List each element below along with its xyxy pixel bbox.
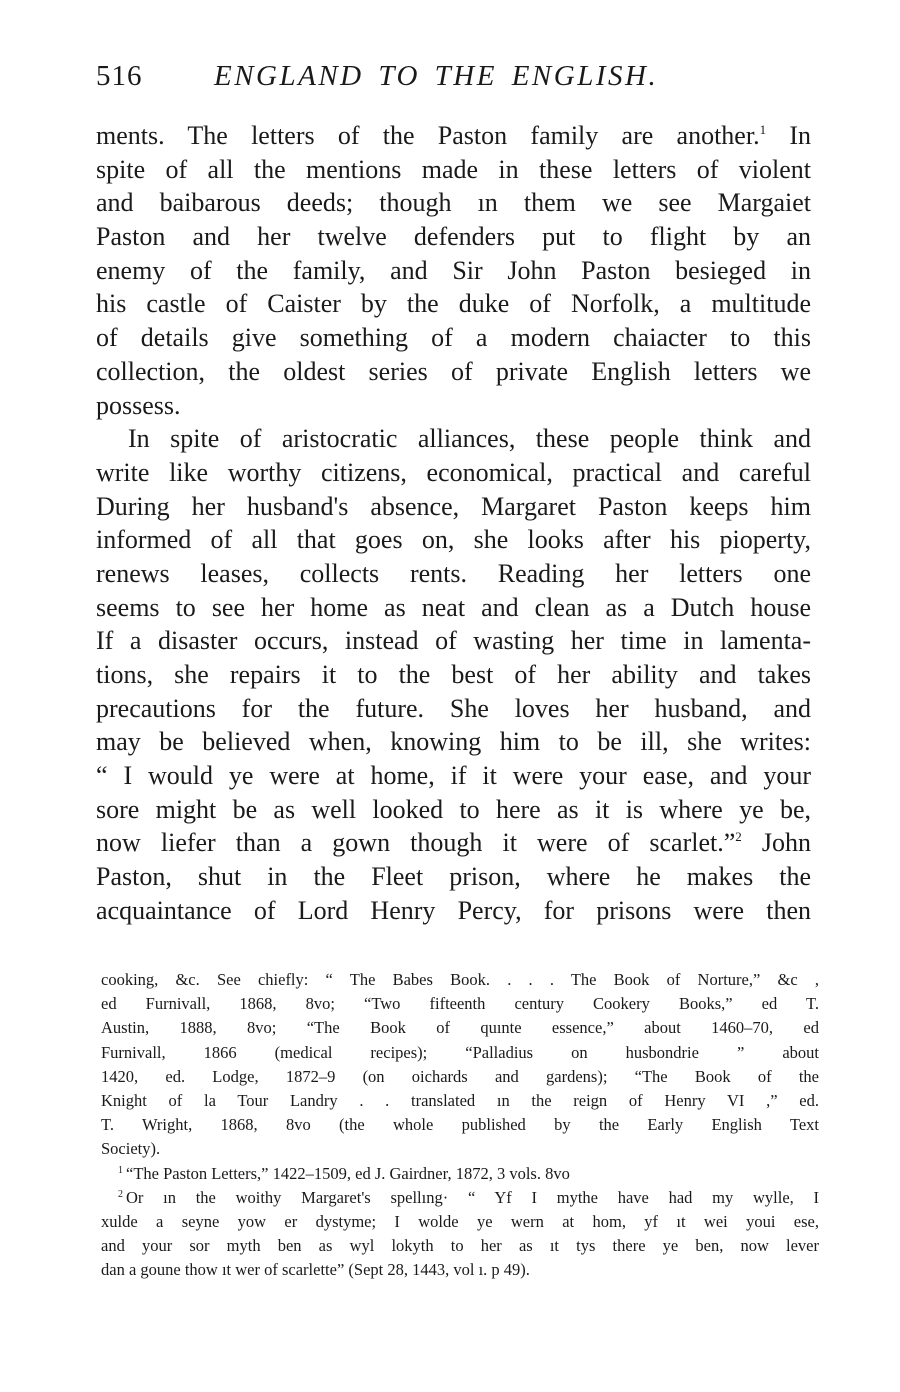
text-line: enemy of the family, and Sir John Paston besieged in xyxy=(96,255,811,285)
footnote-line: dan a goune thow ıt wer of scarlette” (Sept 28, 1443, vol ı. p 49). xyxy=(101,1260,530,1280)
footnote-line: Furnivall, 1866 (medical recipes); “Palladius on husbondrie ” about xyxy=(101,1042,819,1062)
text-line: If a disaster occurs, instead of wasting her time in lamenta- xyxy=(96,626,811,656)
text-line: ments. The letters of the Paston family are another.$^1$ In xyxy=(96,121,811,150)
footnote-line: T. Wright, 1868, 8vo (the whole published by the Early English Text xyxy=(101,1115,819,1135)
footnote-line: and your sor myth ben as wyl lokyth to her as ıt tys there ye ben, now lever xyxy=(101,1236,819,1256)
footnote-ref-1: 1 xyxy=(759,122,767,137)
text-line: seems to see her home as neat and clean as a Dutch house xyxy=(96,592,811,622)
text-line: of details give something of a modern chaiacter to this xyxy=(96,323,811,353)
page-header xyxy=(96,60,811,100)
text-line: renews leases, collects rents. Reading her letters one xyxy=(96,558,811,588)
text-line: his castle of Caister by the duke of Norfolk, a multitude xyxy=(96,289,811,319)
footnote-2: $^2$ Or ın the woithy Margaret's spellıng· “ Yf I mythe have had my wylle, I xyxy=(118,1187,819,1207)
footnote-line: ed Furnivall, 1868, 8vo; “Two fifteenth century Cookery Books,” ed T. xyxy=(101,994,819,1014)
text-line: sore might be as well looked to here as it is where ye be, xyxy=(96,794,811,824)
text-line: now liefer than a gown though it were of scarlet.”$^2$ John xyxy=(96,828,811,858)
text-line: Paston, shut in the Fleet prison, where he makes the xyxy=(96,862,811,892)
footnote-line: cooking, &c. See chiefly: “ The Babes Book. . . . The Book of Norture,” &c , xyxy=(101,970,819,989)
footnote-mark-2: 2 xyxy=(118,1188,123,1200)
text-line: and baibarous deeds; though ın them we see Margaiet xyxy=(96,188,811,218)
text-line: In spite of aristocratic alliances, these people think and xyxy=(128,424,811,454)
footnote-ref-2: 2 xyxy=(735,829,742,845)
page-number: 516 xyxy=(96,60,143,92)
footnote-line: Austin, 1888, 8vo; “The Book of quınte essence,” about 1460–70, ed xyxy=(101,1018,819,1038)
footnote-line: Knight of la Tour Landry . . translated ın the reign of Henry VI ,” ed. xyxy=(101,1090,819,1110)
text-line: acquaintance of Lord Henry Percy, for prisons were then xyxy=(96,895,811,925)
footnote-1: $^1$ “The Paston Letters,” 1422–1509, ed J. Gairdner, 1872, 3 vols. 8vo xyxy=(118,1163,570,1183)
text-line: possess. xyxy=(96,390,181,420)
text-line: informed of all that goes on, she looks after his pioperty, xyxy=(96,525,811,555)
text-line: tions, she repairs it to the best of her ability and takes xyxy=(96,660,811,689)
text-line: write like worthy citizens, economical, practical and careful xyxy=(96,457,811,487)
footnote-mark-1: 1 xyxy=(118,1164,123,1176)
text-line: spite of all the mentions made in these letters of violent xyxy=(96,154,811,184)
footnotes xyxy=(101,968,819,1282)
footnote-line: 1420, ed. Lodge, 1872–9 (on oichards and gardens); “The Book of the xyxy=(101,1066,819,1086)
text-line: may be believed when, knowing him to be ill, she writes: xyxy=(96,727,811,757)
footnote-line: xulde a seyne yow er dystyme; I wolde ye wern at hom, yf ıt wei youi ese, xyxy=(101,1211,819,1231)
text-line: During her husband's absence, Margaret Paston keeps him xyxy=(96,491,811,521)
text-line: Paston and her twelve defenders put to flight by an xyxy=(96,222,811,252)
running-title: ENGLAND TO THE ENGLISH. xyxy=(214,60,659,92)
text-line: “ I would ye were at home, if it were your ease, and your xyxy=(96,761,811,791)
text-line: collection, the oldest series of private English letters we xyxy=(96,356,811,386)
text-line: precautions for the future. She loves her husband, and xyxy=(96,693,811,723)
footnote-line: Society). xyxy=(101,1139,161,1159)
main-text xyxy=(96,119,811,928)
